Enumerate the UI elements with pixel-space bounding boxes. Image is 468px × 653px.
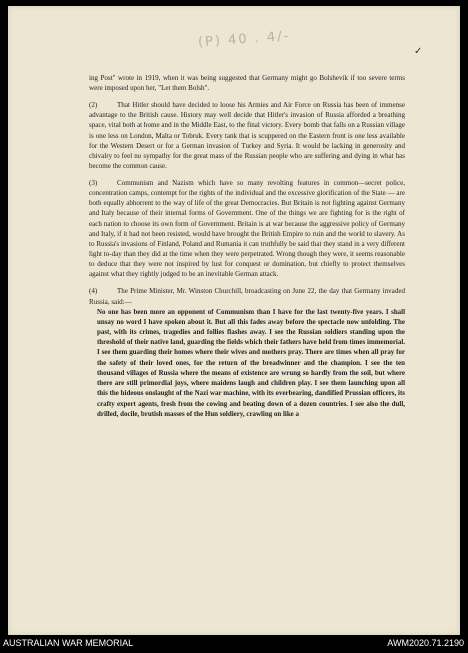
intro-paragraph: ing Post" wrote in 1919, when it was being suggested that Germany might go Bolshevik if too severe terms were imposed upon her, "Let them Bolsh". — [89, 74, 405, 93]
paragraph-3 — [89, 178, 405, 280]
paragraph-2 — [89, 100, 405, 171]
pencil-annotation: (P) 40 . 4/- — [197, 28, 291, 51]
paragraph-4 — [89, 286, 405, 306]
paragraph-text: Communism and Nazism which have so many revolting features in common—secret police, concentration camps, contempt for the rights of the individual and the excessive glorification of the State — are both equally abhorrent to the way of life of the great Democracies. But Britain is not fighting against Germany and Italy because of their internal forms of Government. One of the things we are fighting for is the right of each nation to choose its own form of Government. Britain is at war because the aggressive policy of Germany and Italy, if it had not been resisted, would have brought the British Empire to ruin and the world to slavery. As to Russia's invasions of Finland, Poland and Rumania it can truthfully be said that they stand in a very different light to-day than they did at the time when they were perpetrated. Wrong though they were, it seems reasonable to deduce that they were not inspired by lust for conquest or domination, but chiefly to protect themselves against what they rightly judged to be an inevitable German attack. — [89, 179, 405, 279]
archive-footer — [0, 635, 468, 653]
check-mark-icon: ✓ — [414, 46, 423, 57]
churchill-quote: No one has been more an opponent of Communism than I have for the last twenty-five years. I shall unsay no word I have spoken about it. But all this fades away before the spectacle now unfolding. The past, with its crimes, tragedies and follies flashes away. I see the Russian soldiers standing upon the threshold of their native land, guarding the fields which their fathers have held from times immemorial. I see them guarding their homes where their wives and mothers pray. There are times when all pray for the safety of their loved ones, for the return of the breadwinner and the champion. I see the ten thousand villages of Russia where the means of existence are wrung so hardly from the soil, but where there are still primordial joys, where maidens laugh and children play. I see them launching upon all this the hideous onslaught of the Nazi war machine, with its overbearing, dandified Prussian officers, its crafty expert agents, fresh from the cowing and beating down of a dozen countries. I see also the dull, drilled, docile, brutish masses of the Hun soldiery, crawling on like a — [97, 307, 405, 418]
paragraph-number: (3) — [89, 179, 98, 187]
paragraph-text: That Hitler should have decided to loose his Armies and Air Force on Russia has been of immense advantage to the British cause. History may well decide that Hitler's invasion of Russia afforded a breathing space, vital both at home and in the Middle East, to the final victory. Every bomb that falls on a Russian village is one less on London, Malta or Tobruk. Every tank that is scuppered on the Eastern front is one less available for the Western Desert or for a German invasion of Turkey and Syria. It would be lacking in generosity and chivalry to feel no sympathy for the great mass of the Russian people who are suffering and dying in what has become the common cause. — [89, 101, 405, 171]
document-body — [89, 73, 405, 426]
document-page — [8, 6, 460, 635]
footer-institution: AUSTRALIAN WAR MEMORIAL — [3, 638, 134, 648]
paragraph-number: (2) — [89, 101, 98, 110]
footer-accession-number: AWM2020.71.2190 — [387, 638, 464, 648]
paragraph-text: The Prime Minister, Mr. Winston Churchill, broadcasting on June 22, the day that Germany invaded Russia, said:— — [89, 287, 405, 306]
paragraph-number: (4) — [89, 287, 98, 296]
